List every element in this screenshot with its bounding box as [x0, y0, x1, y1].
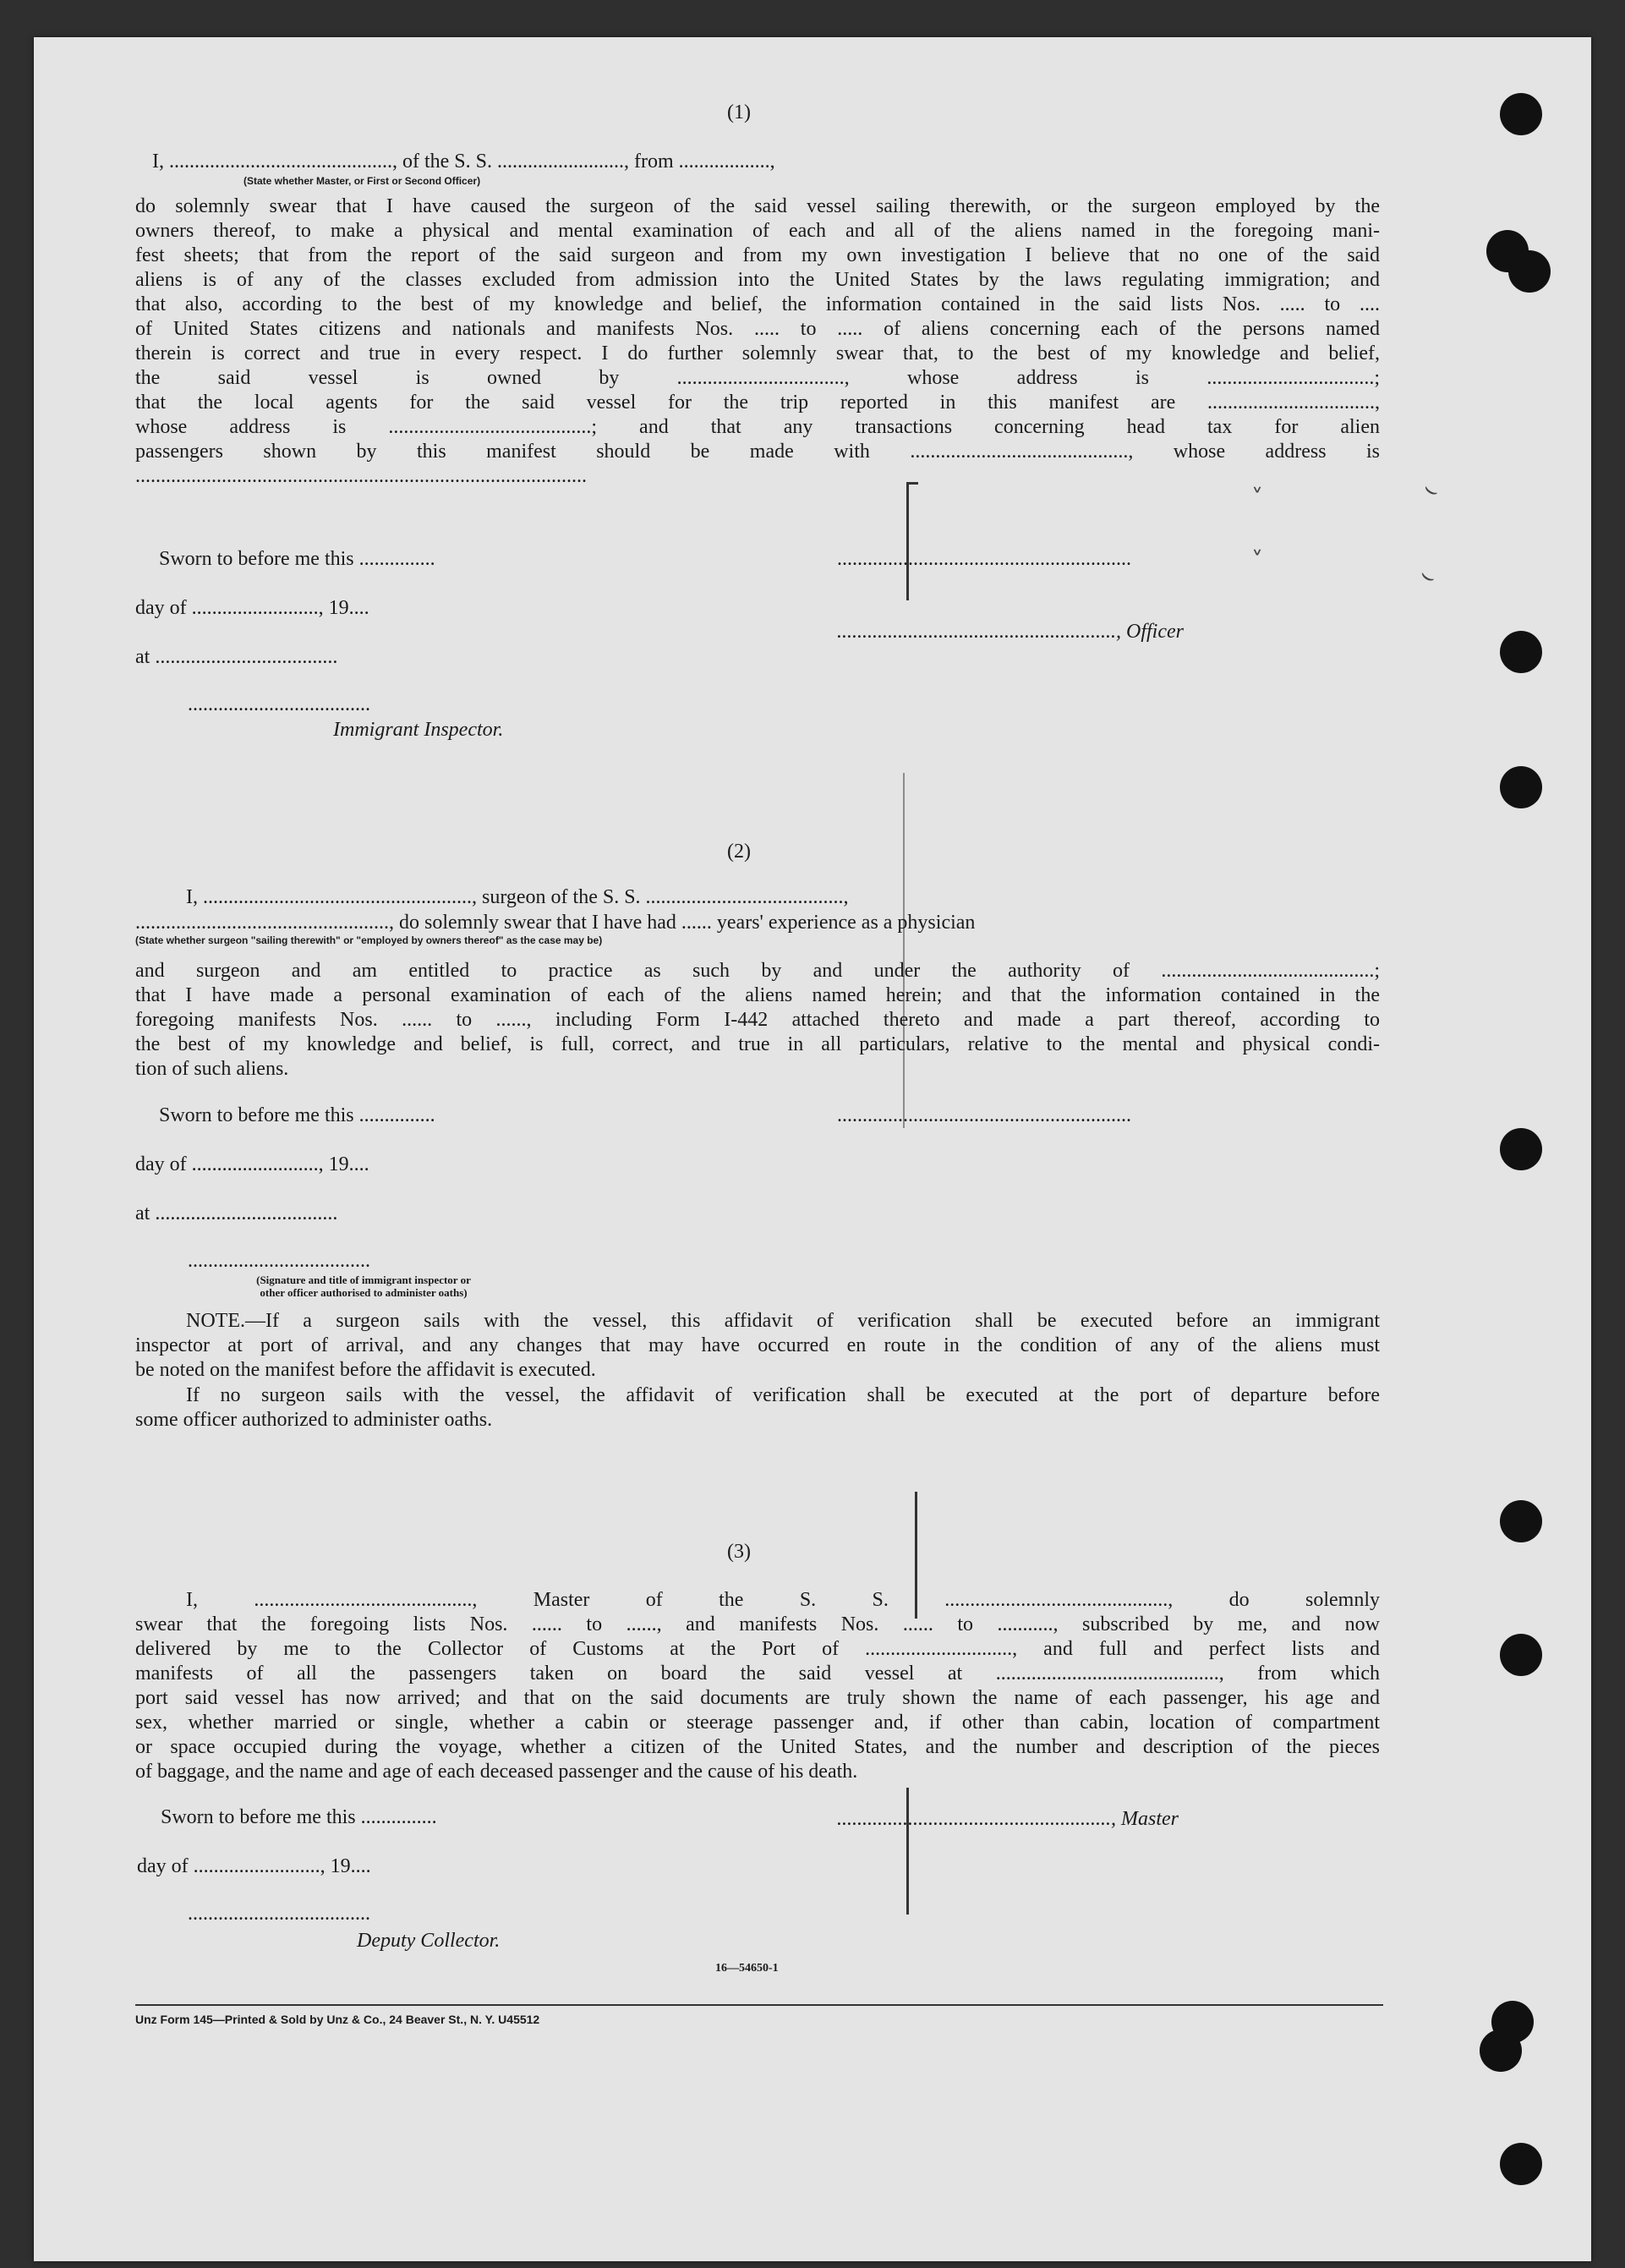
- paragraph-line: that also, according to the best of my knowledge and belief, the information contained in the said lists Nos. ..... to ....: [135, 293, 1380, 315]
- caption-line: other officer authorised to administer oaths): [260, 1286, 468, 1299]
- paragraph-line: whose address is ........................................; and that any transactions concerning head tax for alien: [135, 416, 1380, 438]
- section1-inspector-label: Immigrant Inspector.: [333, 719, 504, 741]
- caption-line: (Signature and title of immigrant inspector or: [256, 1274, 471, 1286]
- section1-paragraph: [135, 194, 1380, 489]
- punch-hole: [1500, 1634, 1542, 1676]
- section2-second-line: .................................................., do solemnly swear that I have had ...... years' experience as a physician: [135, 912, 976, 934]
- paragraph-line: and surgeon and am entitled to practice as such by and under the authority of ..........................................;: [135, 960, 1380, 982]
- section3-master-line: ......................................................, Master: [837, 1808, 1179, 1830]
- paragraph-line: of United States citizens and nationals and manifests Nos. ..... to ..... of aliens concerning each of the persons named: [135, 318, 1380, 340]
- punch-hole: [1480, 2030, 1522, 2072]
- section3-form-code: 16—54650-1: [715, 1962, 779, 1975]
- document-page: [34, 37, 1591, 2261]
- pen-stroke: [906, 482, 909, 600]
- section2-caption: [169, 1274, 558, 1299]
- paragraph-line: therein is correct and true in every respect. I do further solemnly swear that, to the best of my knowledge and belief,: [135, 342, 1380, 364]
- paragraph-line: do solemnly swear that I have caused the surgeon of the said vessel sailing therewith, or the surgeon employed by the: [135, 195, 1380, 217]
- section2-surgeon-dots: ..........................................................: [837, 1104, 1131, 1126]
- section1-inspector-dots: ....................................: [188, 693, 370, 715]
- paragraph-line: the best of my knowledge and belief, is full, correct, and true in all particulars, relative to the mental and physical condi-: [135, 1033, 1380, 1055]
- section2-day-of: day of ........................., 19....: [135, 1153, 369, 1175]
- section2-paragraph: [135, 959, 1380, 1082]
- paragraph-line: port said vessel has now arrived; and that on the said documents are truly shown the name of each passenger, his age and: [135, 1687, 1380, 1709]
- paragraph-line: fest sheets; that from the report of the said surgeon and from my own investigation I believe that no one of the said: [135, 244, 1380, 266]
- section2-at: at ....................................: [135, 1202, 338, 1224]
- section1-at: at ....................................: [135, 646, 338, 668]
- punch-hole: [1500, 1128, 1542, 1170]
- section1-sworn: Sworn to before me this ...............: [159, 548, 435, 570]
- section1-officer-line: ......................................................., Officer: [837, 621, 1184, 643]
- section3-sworn: Sworn to before me this ...............: [161, 1806, 437, 1828]
- section3-day-of: day of ........................., 19....: [137, 1855, 371, 1877]
- paragraph-line: passengers shown by this manifest should be made with ..........................................., whose address is: [135, 441, 1380, 463]
- paragraph-line: manifests of all the passengers taken on board the said vessel at ............................................, from which: [135, 1663, 1380, 1685]
- paragraph-line: sex, whether married or single, whether a cabin or steerage passenger and, if other than cabin, location of compartment: [135, 1712, 1380, 1734]
- punch-hole: [1500, 2143, 1542, 2185]
- note-line: inspector at port of arrival, and any changes that may have occurred en route in the condition of any of the aliens must: [135, 1334, 1380, 1356]
- paragraph-line: I, ..........................................., Master of the S. S. ............................................, do solemnly: [186, 1589, 1380, 1611]
- section3-paragraph: [135, 1588, 1380, 1784]
- paragraph-line: swear that the foregoing lists Nos. ...... to ......, and manifests Nos. ...... to ..........., subscribed by me, and now: [135, 1613, 1380, 1635]
- section2-note: [135, 1309, 1380, 1433]
- punch-hole: [1500, 93, 1542, 135]
- check-mark-icon: ˅: [1251, 546, 1263, 574]
- section1-number: (1): [727, 101, 751, 123]
- check-mark-icon: ˅: [1251, 484, 1263, 512]
- tick-mark-icon: ⌣: [1414, 559, 1442, 592]
- note-line: be noted on the manifest before the affidavit is executed.: [135, 1359, 596, 1381]
- paragraph-line: delivered by me to the Collector of Customs at the Port of ............................., and full and perfect lists and: [135, 1638, 1380, 1660]
- section2-signature-dots: ....................................: [188, 1250, 370, 1272]
- paragraph-line: that I have made a personal examination of each of the aliens named herein; and that the information contained in the: [135, 984, 1380, 1006]
- punch-hole: [1500, 1500, 1542, 1542]
- note-line: some officer authorized to administer oaths.: [135, 1409, 493, 1431]
- section2-opening: I, ....................................................., surgeon of the S. S. .......................................,: [186, 886, 849, 908]
- paragraph-line: owners thereof, to make a physical and mental examination of each and all of the aliens named in the foregoing mani-: [135, 220, 1380, 242]
- section1-day-of: day of ........................., 19....: [135, 597, 369, 619]
- punch-hole: [1508, 250, 1551, 293]
- section2-number: (2): [727, 841, 751, 863]
- note-line: NOTE.—If a surgeon sails with the vessel, this affidavit of verification shall be executed before an immigrant: [186, 1310, 1380, 1332]
- section1-opening-caption: (State whether Master, or First or Second Officer): [243, 175, 481, 187]
- paragraph-line: aliens is of any of the classes excluded from admission into the United States by the laws regulating immigration; and: [135, 269, 1380, 291]
- paragraph-line: .........................................................................................: [135, 465, 587, 487]
- printer-imprint: Unz Form 145—Printed & Sold by Unz & Co., 24 Beaver St., N. Y. U45512: [135, 2013, 540, 2026]
- punch-hole: [1500, 631, 1542, 673]
- section2-second-caption: (State whether surgeon "sailing therewith" or "employed by owners thereof" as the case may be): [135, 934, 603, 946]
- paragraph-line: tion of such aliens.: [135, 1058, 289, 1080]
- paragraph-line: foregoing manifests Nos. ...... to ......, including Form I-442 attached thereto and made a part thereof, according to: [135, 1009, 1380, 1031]
- paragraph-line: that the local agents for the said vessel for the trip reported in this manifest are .................................,: [135, 392, 1380, 414]
- section2-sworn: Sworn to before me this ...............: [159, 1104, 435, 1126]
- footer-rule: [135, 2004, 1383, 2006]
- paragraph-line: or space occupied during the voyage, whether a citizen of the United States, and the number and description of the pieces: [135, 1736, 1380, 1758]
- tick-mark-icon: ⌣: [1418, 473, 1446, 506]
- pen-stroke: [906, 1788, 909, 1915]
- paragraph-line: of baggage, and the name and age of each deceased passenger and the cause of his death.: [135, 1761, 858, 1783]
- note-line: If no surgeon sails with the vessel, the affidavit of verification shall be executed at the port of departure before: [186, 1384, 1380, 1406]
- section3-collector-dots: ....................................: [188, 1903, 370, 1925]
- section3-number: (3): [727, 1541, 751, 1563]
- section1-officer-dots: ..........................................................: [837, 548, 1131, 570]
- section1-opening: I, ............................................, of the S. S. ........................., from ..................,: [152, 151, 775, 173]
- paragraph-line: the said vessel is owned by ................................., whose address is .................................;: [135, 367, 1380, 389]
- section3-collector-label: Deputy Collector.: [357, 1930, 501, 1952]
- punch-hole: [1500, 766, 1542, 808]
